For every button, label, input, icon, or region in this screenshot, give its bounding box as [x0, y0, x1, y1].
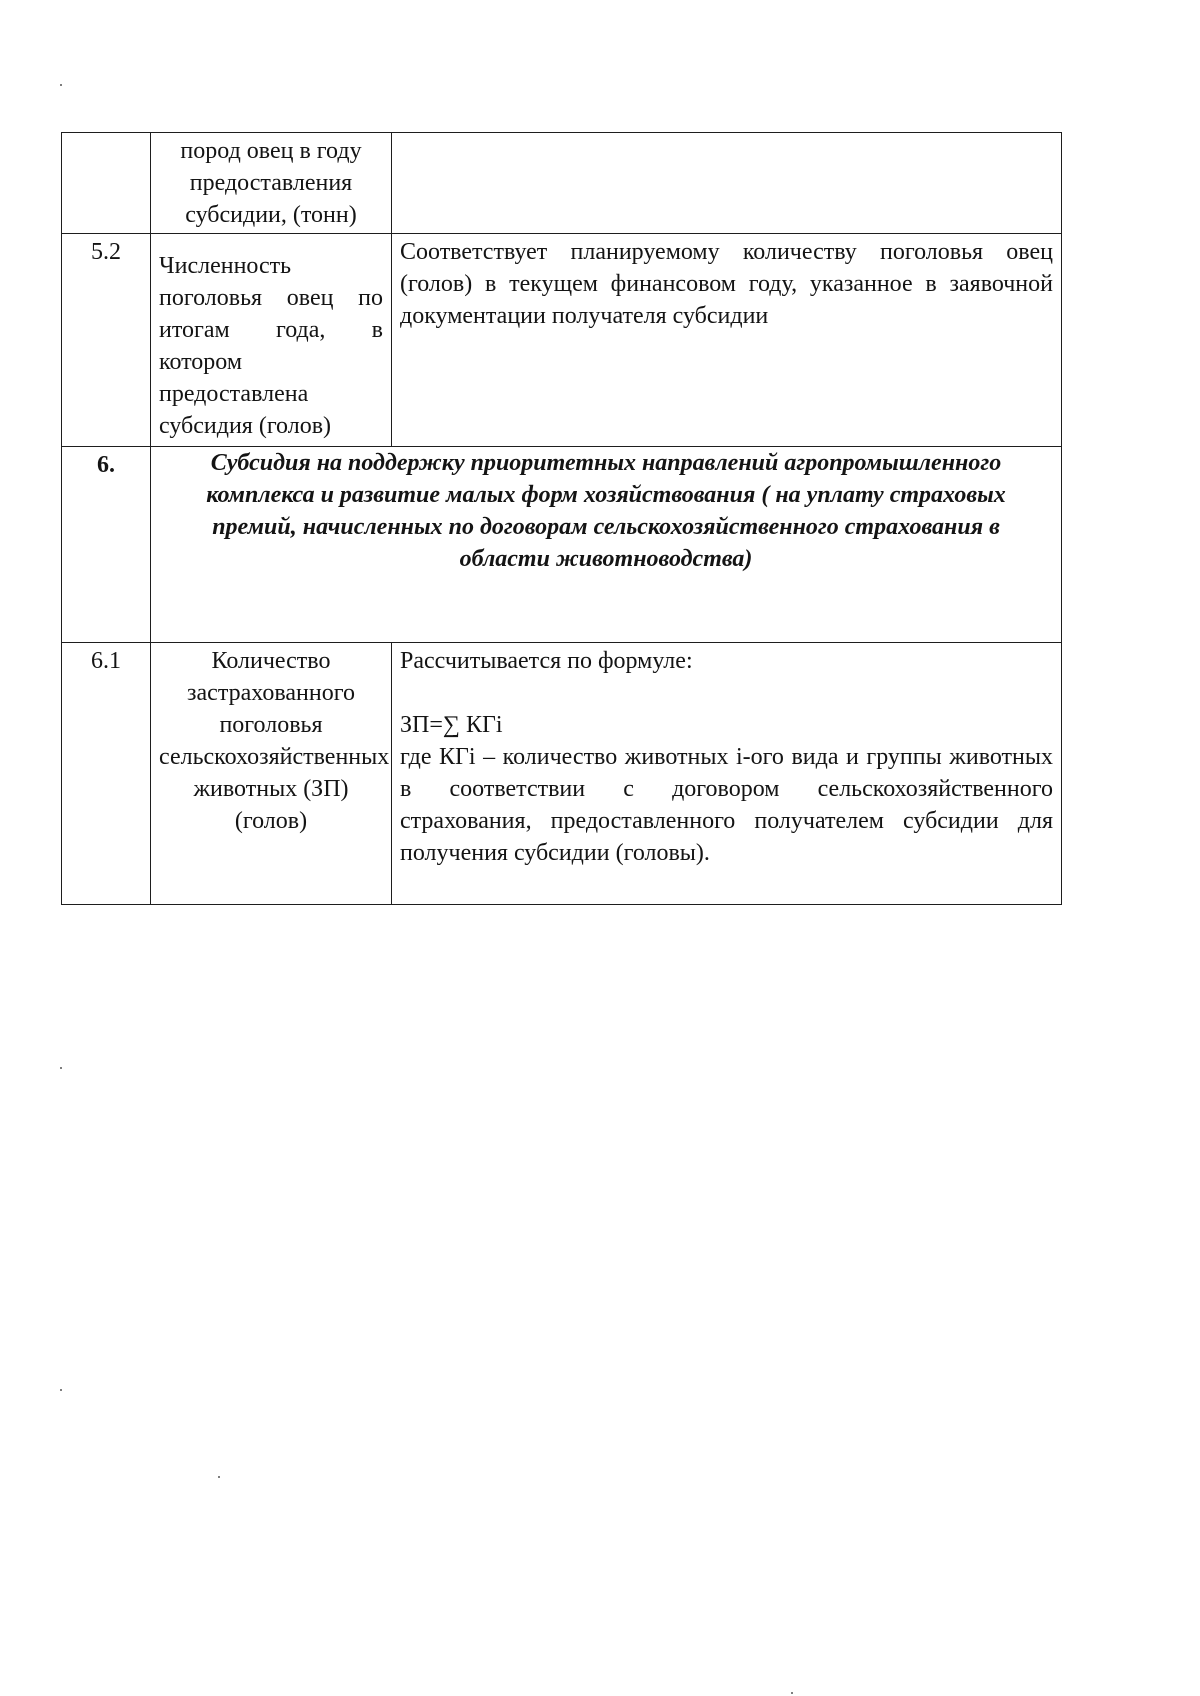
section-title-cell [151, 447, 1062, 643]
indicator-cell [151, 234, 392, 447]
row-number: 6.1 [62, 643, 151, 905]
scan-speck [60, 84, 62, 86]
description-cell [392, 133, 1062, 234]
formula: ЗП=∑ КГi [400, 712, 503, 738]
description-text [392, 133, 1061, 135]
table-row-5-2 [62, 234, 1062, 447]
description-cell [392, 234, 1062, 447]
description-cell [392, 643, 1062, 905]
indicator-text: пород овец в году предоставления субсидии, (тонн) [180, 138, 362, 228]
row-number: 6. [62, 447, 151, 643]
indicator-text: Численность поголовья овец по итогам года, в котором предоставлена субсидия (голов) [159, 253, 383, 439]
formula-intro: Рассчитывается по формуле: [400, 648, 693, 674]
scan-speck [791, 1692, 793, 1694]
indicator-cell [151, 643, 392, 905]
table-row-continuation [62, 133, 1062, 234]
table-row-section-6 [62, 447, 1062, 643]
indicator-cell [151, 133, 392, 234]
description-block [392, 643, 1061, 869]
table-row-6-1 [62, 643, 1062, 905]
scan-speck [218, 1476, 220, 1478]
indicator-text: Количество застрахованного поголовья сельскохозяйственных животных (ЗП) (голов) [159, 648, 390, 834]
scan-speck [60, 1067, 62, 1069]
section-title: Субсидия на поддержку приоритетных направлений агропромышленного комплекса и развитие малых форм хозяйствования ( на уплату страховых премий, начисленных по договорам сельскохозяйственного страхования в области животноводства) [206, 450, 1006, 572]
row-number: 5.2 [62, 234, 151, 447]
scan-speck [60, 1389, 62, 1391]
description-text: Соответствует планируемому количеству поголовья овец (голов) в текущем финансовом году, указанное в заявочной документации получателя субсидии [400, 239, 1053, 329]
indicator-table [61, 132, 1062, 905]
formula-explanation: где КГi – количество животных i-ого вида и группы животных в соответствии с договором сельскохозяйственного страхования, предоставленного получателем субсидии для получения субсидии (головы). [400, 744, 1053, 866]
row-number [62, 133, 151, 234]
spacer [400, 677, 1053, 709]
